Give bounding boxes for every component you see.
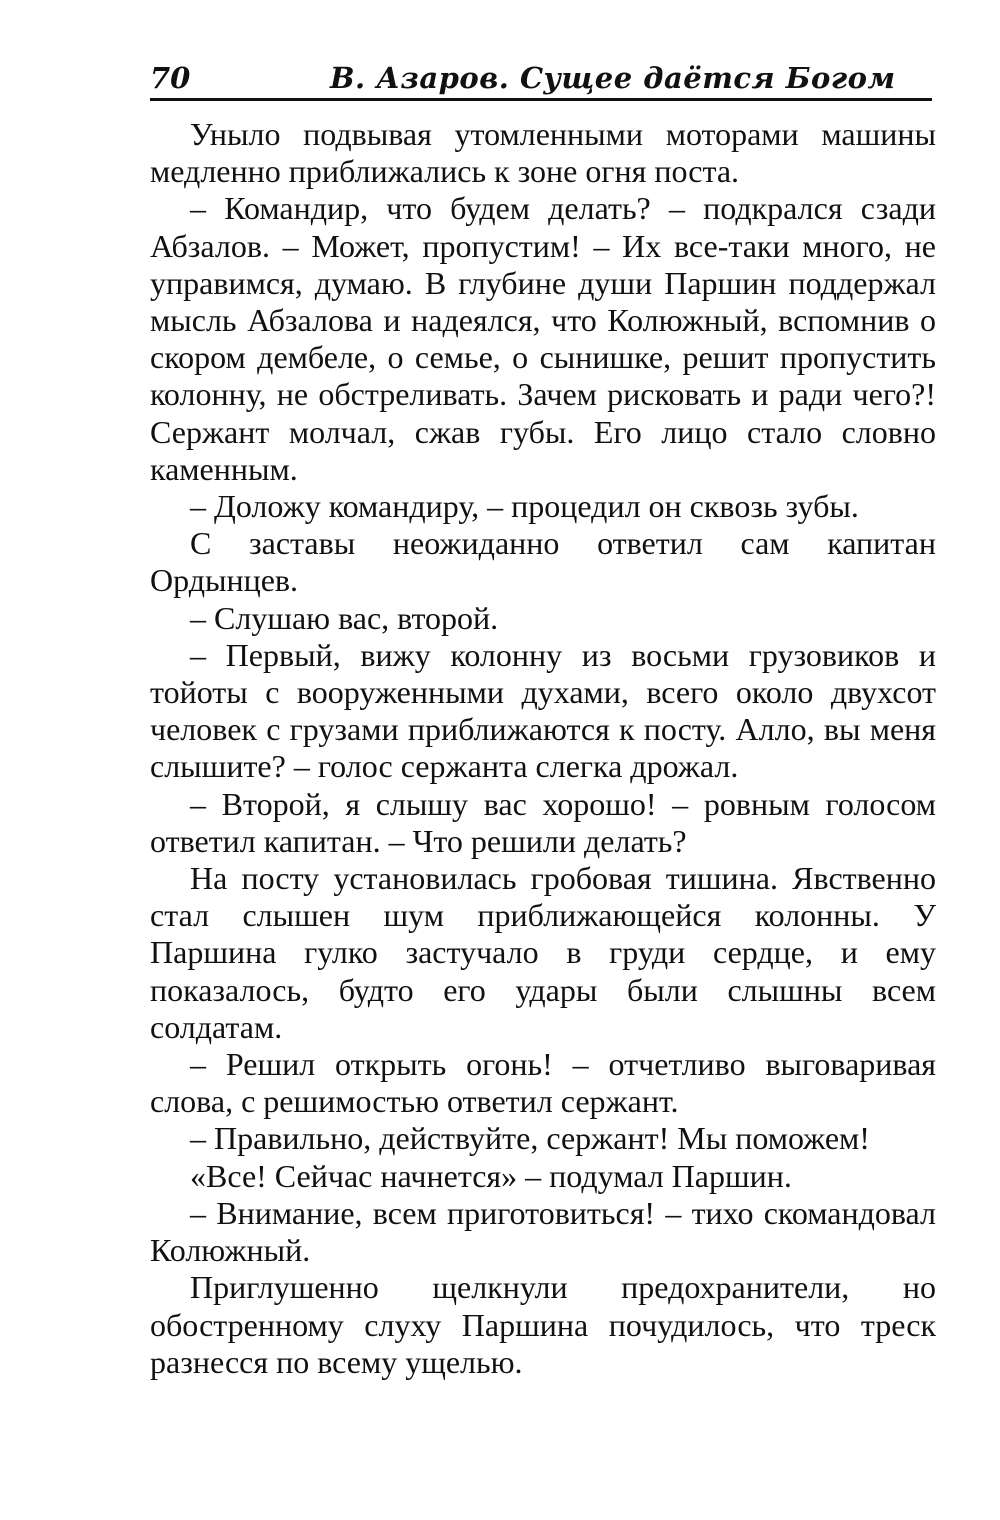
paragraph: – Второй, я слышу вас хорошо! – ровным голосом ответил капитан. – Что решили делать?	[150, 785, 936, 859]
paragraph: «Все! Сейчас начнется» – подумал Паршин.	[190, 1157, 792, 1194]
paragraph: С заставы неожиданно ответил сам капитан Ордынцев.	[150, 525, 936, 599]
paragraph: – Командир, что будем делать? – подкрался сзади Абзалов. – Может, пропустим! – Их все-таки много, не управимся, думаю. В глубине души Паршин поддержал мысль Абзалова и надеялся, что Колюжный, вспомнив о скором дембеле, о семье, о сынишке, решит пропустить колонну, не обстреливать. Зачем рисковать и ради чего?! Сержант молчал, сжав губы. Его лицо стало словно каменным.	[150, 190, 936, 487]
running-title: В. Азаров. Сущее даётся Богом	[330, 61, 896, 95]
paragraph: – Внимание, всем приготовиться! – тихо скомандовал Колюжный.	[150, 1194, 936, 1269]
paragraph: Приглушенно щелкнули предохранители, но обостренному слуху Паршина почудилось, что треск разнесся по всему ущелью.	[150, 1269, 936, 1380]
paragraph: – Решил открыть огонь! – отчетливо выговаривая слова, с решимостью ответил сержант.	[150, 1046, 936, 1120]
body-text	[150, 116, 936, 1381]
paragraph: Уныло подвывая утомленными моторами машины медленно приближались к зоне огня поста.	[150, 116, 936, 190]
paragraph: – Слушаю вас, второй.	[190, 599, 499, 636]
paragraph: – Доложу командиру, – процедил он сквозь зубы.	[190, 488, 859, 525]
paragraph: – Первый, вижу колонну из восьми грузовиков и тойоты с вооруженными духами, всего около двухсот человек с грузами приближаются к посту. Алло, вы меня слышите? – голос сержанта слегка дрожал.	[150, 636, 936, 785]
page-number: 70	[150, 61, 191, 95]
paragraph: – Правильно, действуйте, сержант! Мы поможем!	[190, 1120, 870, 1157]
paragraph: На посту установилась гробовая тишина. Явственно стал слышен шум приближающейся колонны. У Паршина гулко застучало в груди сердце, и ему показалось, будто его удары были слышны всем солдатам.	[150, 860, 936, 1045]
running-head	[150, 58, 932, 101]
